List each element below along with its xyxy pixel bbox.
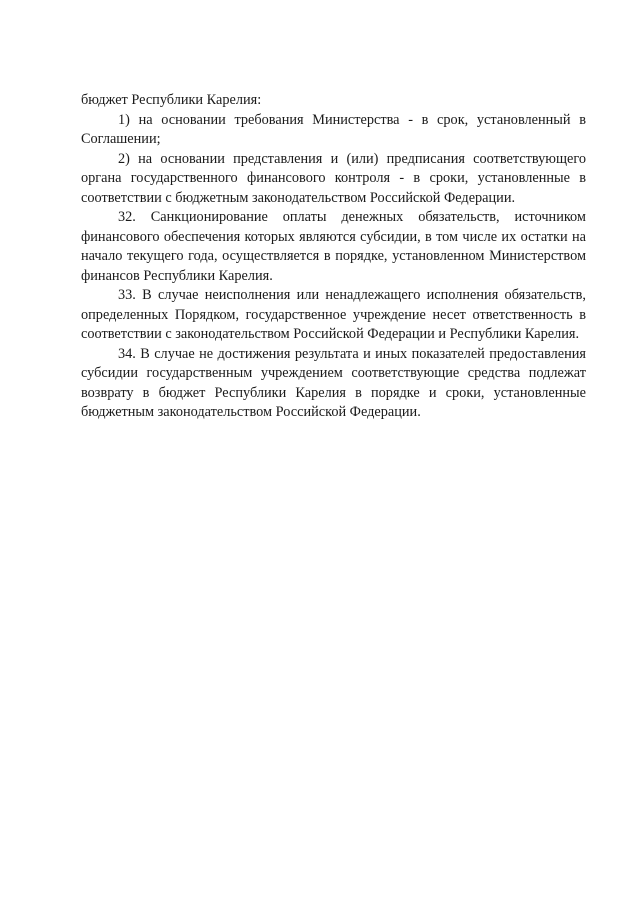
paragraph-32: 32. Санкционирование оплаты денежных обязательств, источником финансового обеспечения которых являются субсидии, в том числе их остатки на начало текущего года, осуществляется в порядке, установленном Министерством финансов Республики Карелия. [81, 209, 586, 284]
paragraph-33: 33. В случае неисполнения или ненадлежащего исполнения обязательств, определенных Порядком, государственное учреждение несет ответственность в соответствии с законодательством Российской Федерации и Республики Карелия. [81, 287, 586, 342]
paragraph-34: 34. В случае не достижения результата и иных показателей предоставления субсидии государственным учреждением соответствующие средства подлежат возврату в бюджет Республики Карелия в порядке и сроки, установленные бюджетным законодательством Российской Федерации. [81, 345, 586, 420]
paragraph-continuation: бюджет Республики Карелия: [81, 92, 262, 108]
paragraph-item-2: 2) на основании представления и (или) предписания соответствующего органа государственного финансового контроля - в сроки, установленные в соответствии с бюджетным законодательством Российской Федерации. [81, 150, 586, 206]
paragraph-item-1: 1) на основании требования Министерства - в срок, установленный в Соглашении; [81, 111, 586, 147]
document-body [81, 91, 586, 423]
